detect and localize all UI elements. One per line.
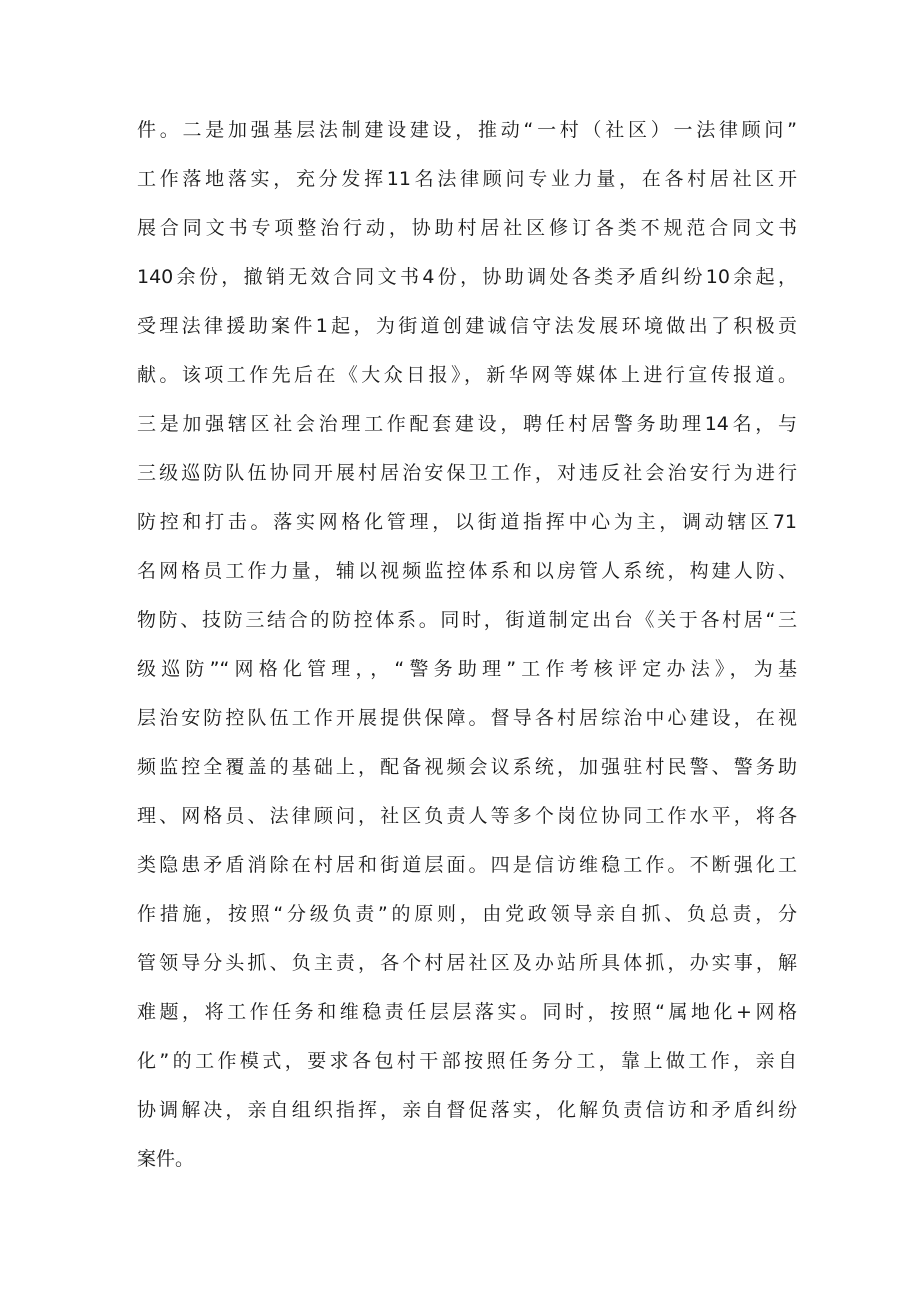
text-line: 理、网格员、法律顾问，社区负责人等多个岗位协同工作水平，将各: [137, 805, 797, 827]
text-line: 作措施，按照“分级负责”的原则，由党政领导亲自抓、负总责，分: [137, 903, 797, 925]
text-line: 三级巡防队伍协同开展村居治安保卫工作，对违反社会治安行为进行: [137, 462, 797, 484]
text-line: 140余份，撤销无效合同文书4份，协助调处各类矛盾纠纷10余起，: [137, 266, 797, 288]
text-line: 层治安防控队伍工作开展提供保障。督导各村居综治中心建设，在视: [137, 707, 797, 729]
text-line: 案件。: [137, 1148, 195, 1170]
text-line: 三是加强辖区社会治理工作配套建设，聘任村居警务助理14名，与: [137, 413, 797, 435]
text-line: 管领导分头抓、负主责，各个村居社区及办站所具体抓，办实事，解: [137, 952, 797, 974]
text-line: 协调解决，亲自组织指挥，亲自督促落实，化解负责信访和矛盾纠纷: [137, 1099, 797, 1121]
text-line: 类隐患矛盾消除在村居和街道层面。四是信访维稳工作。不断强化工: [137, 854, 797, 876]
text-line: 名网格员工作力量，辅以视频监控体系和以房管人系统，构建人防、: [137, 560, 797, 582]
text-line: 展合同文书专项整治行动，协助村居社区修订各类不规范合同文书: [137, 217, 797, 239]
text-line: 件。二是加强基层法制建设建设，推动“一村（社区）一法律顾问”: [137, 119, 797, 141]
text-line: 化”的工作模式，要求各包村干部按照任务分工，靠上做工作，亲自: [137, 1050, 797, 1072]
text-line: 工作落地落实，充分发挥11名法律顾问专业力量，在各村居社区开: [137, 168, 797, 190]
text-line: 献。该项工作先后在《大众日报》，新华网等媒体上进行宣传报道。: [137, 364, 797, 386]
body-paragraph: [137, 106, 797, 1184]
text-line: 受理法律援助案件1起，为街道创建诚信守法发展环境做出了积极贡: [137, 315, 797, 337]
text-line: 物防、技防三结合的防控体系。同时，街道制定出台《关于各村居“三: [137, 609, 797, 631]
text-line: 难题，将工作任务和维稳责任层层落实。同时，按照“属地化+网格: [137, 1001, 797, 1023]
text-line: 防控和打击。落实网格化管理，以街道指挥中心为主，调动辖区71: [137, 511, 797, 533]
text-line: 级巡防”“网格化管理，，“警务助理”工作考核评定办法》，为基: [137, 658, 797, 680]
text-line: 频监控全覆盖的基础上，配备视频会议系统，加强驻村民警、警务助: [137, 756, 797, 778]
